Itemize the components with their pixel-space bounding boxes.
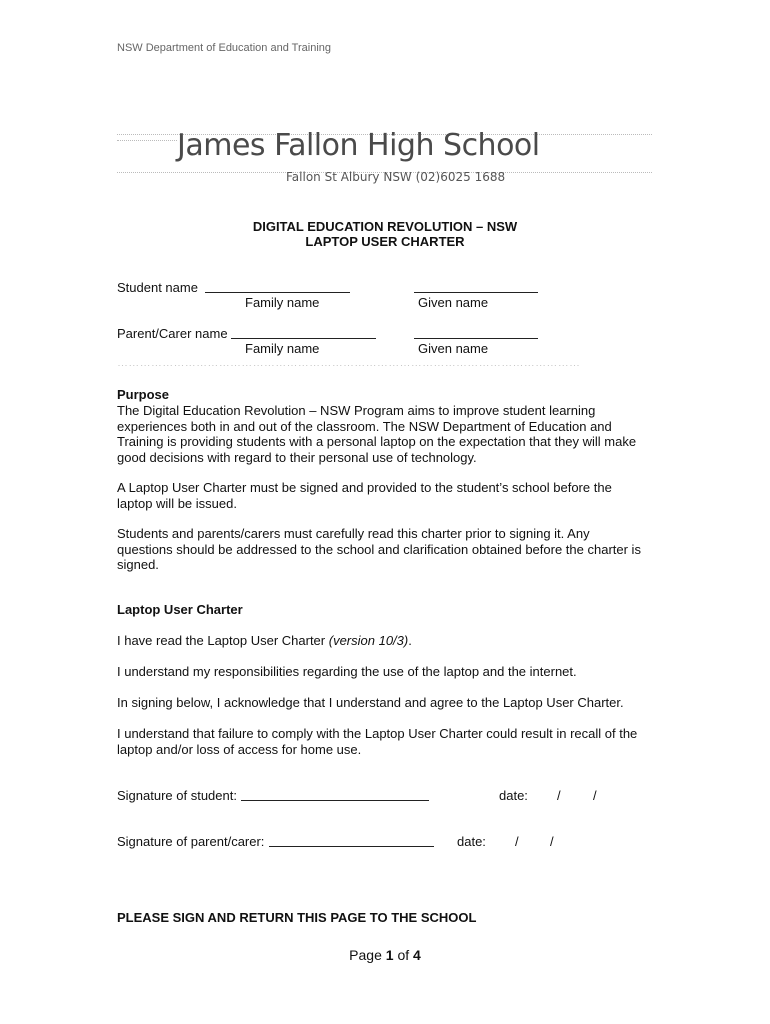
page-of: of (397, 947, 410, 963)
charter-version: (version 10/3) (328, 633, 409, 648)
parent-date-slash-2: / (550, 834, 554, 849)
charter-statement-1-text: I have read the Laptop User Charter (117, 633, 329, 648)
parent-given-name-field[interactable] (414, 327, 538, 339)
return-instruction: PLEASE SIGN AND RETURN THIS PAGE TO THE SCHOOL (117, 910, 477, 925)
logo-rule-left (117, 140, 177, 141)
parent-name-label: Parent/Carer name (117, 326, 228, 341)
parent-signature-field[interactable] (269, 835, 434, 847)
purpose-paragraph-1: The Digital Education Revolution – NSW Program aims to improve student learning experiences both in and out of the classroom. The NSW Department of Education and Training is providing students with a personal laptop on the expectation that they will make good decisions with regard to their personal use of technology. (117, 403, 637, 465)
student-name-label: Student name (117, 280, 198, 295)
purpose-paragraph-3: Students and parents/carers must carefully read this charter prior to signing it. Any questions should be addressed to the school and clarification obtained before the charter is signed. (117, 526, 641, 572)
parent-family-name-caption: Family name (245, 341, 320, 356)
student-family-name-field[interactable] (205, 281, 350, 293)
school-address: Fallon St Albury NSW (02)6025 1688 (286, 170, 506, 184)
school-logo (117, 128, 652, 188)
student-signature-field[interactable] (241, 789, 429, 801)
department-header: NSW Department of Education and Training (117, 42, 332, 54)
page-current: 1 (385, 947, 394, 963)
charter-statement-2: I understand my responsibilities regarding the use of the laptop and the internet. (117, 664, 577, 679)
parent-date-slash-1: / (515, 834, 519, 849)
parent-date-label: date: (457, 834, 486, 849)
dotted-separator: …………………………………………………………………………………………………………… (117, 358, 581, 366)
page-word: Page (349, 947, 382, 963)
parent-given-name-caption: Given name (418, 341, 489, 356)
purpose-heading: Purpose (117, 387, 170, 402)
charter-statement-1-end: . (408, 633, 412, 648)
charter-statement-1 (117, 633, 647, 649)
charter-statement-3: In signing below, I acknowledge that I understand and agree to the Laptop User Charter. (117, 695, 624, 710)
student-date-slash-2: / (593, 788, 597, 803)
student-date-slash-1: / (557, 788, 561, 803)
document-title-line2: LAPTOP USER CHARTER (305, 234, 465, 249)
document-title-line1: DIGITAL EDUCATION REVOLUTION – NSW (252, 219, 518, 234)
charter-heading: Laptop User Charter (117, 602, 243, 617)
parent-signature-label: Signature of parent/carer: (117, 834, 265, 849)
charter-statement-4: I understand that failure to comply with the Laptop User Charter could result in recall of the laptop and/or loss of access for home use. (117, 726, 638, 757)
page-total: 4 (413, 947, 421, 963)
student-family-name-caption: Family name (245, 295, 320, 310)
parent-family-name-field[interactable] (231, 327, 376, 339)
school-name: James Fallon High School (177, 128, 540, 163)
student-signature-label: Signature of student: (117, 788, 237, 803)
purpose-paragraph-2: A Laptop User Charter must be signed and provided to the student’s school before the laptop will be issued. (117, 480, 612, 511)
student-given-name-caption: Given name (418, 295, 489, 310)
student-given-name-field[interactable] (414, 281, 538, 293)
student-date-label: date: (499, 788, 528, 803)
page-number (0, 947, 770, 963)
